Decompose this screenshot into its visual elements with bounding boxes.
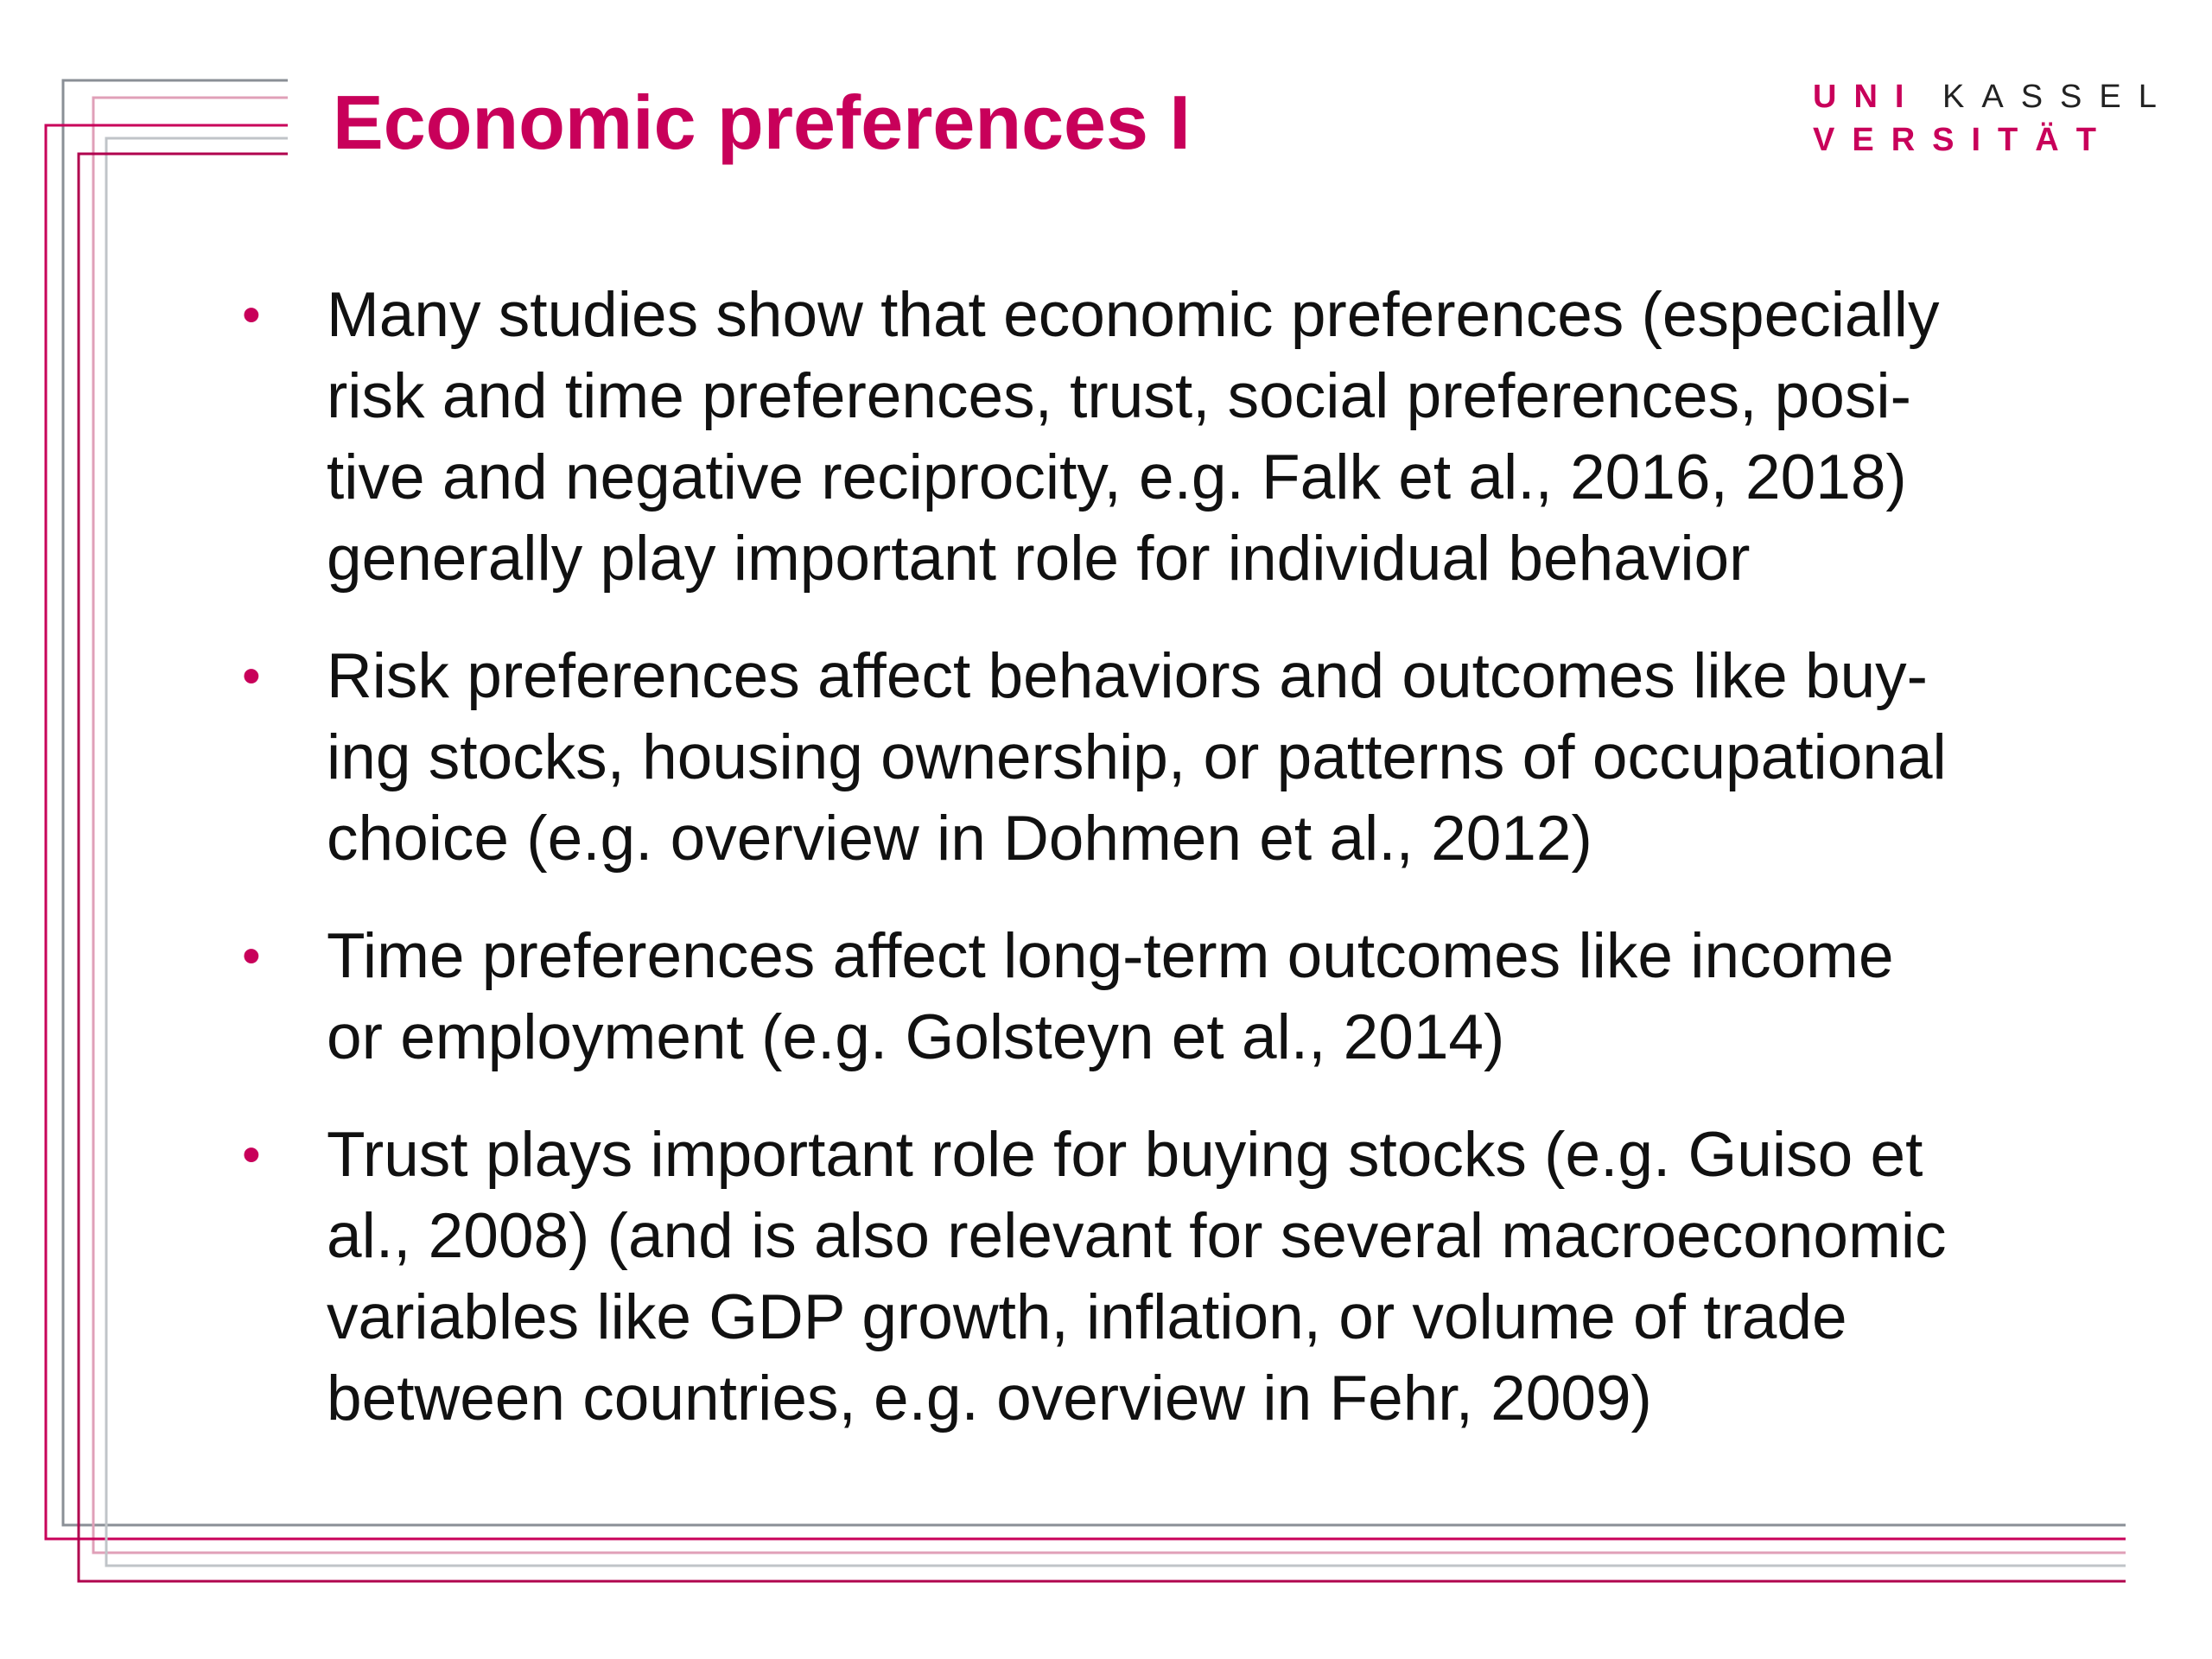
university-logo [1813,78,2174,158]
bullet-icon: • [242,926,261,986]
bullet-item [233,1115,2117,1440]
bullet-line: ing stocks, housing ownership, or patterns of occupational [327,722,1947,792]
bullet-icon: • [242,646,261,706]
bullet-line: Time preferences affect long-term outcomes like income [327,921,1894,991]
bullet-item [233,636,2117,880]
bullet-line: choice (e.g. overview in Dohmen et al., 2012) [327,804,1592,874]
bullet-list [233,275,2117,1476]
bullet-line: Trust plays important role for buying stocks (e.g. Guiso et [327,1120,1923,1190]
bullet-line: Risk preferences affect behaviors and outcomes like buy- [327,641,1928,711]
bullet-item [233,916,2117,1078]
logo-versitaet: VERSITÄT [1813,122,2113,158]
bullet-line: variables like GDP growth, inflation, or volume of trade [327,1282,1847,1352]
bullet-line: risk and time preferences, trust, social preferences, posi- [327,361,1911,431]
bullet-line: Many studies show that economic preferences (especially [327,280,1940,350]
bullet-item [233,275,2117,600]
bullet-icon: • [242,285,261,345]
bullet-icon: • [242,1125,261,1185]
bullet-line: generally play important role for individual behavior [327,524,1751,594]
logo-kassel: KASSEL [1942,79,2174,115]
bullet-line: or employment (e.g. Golsteyn et al., 2014) [327,1002,1505,1072]
bullet-line: al., 2008) (and is also relevant for several macroeconomic [327,1201,1947,1271]
logo-uni: UNI [1813,79,1922,115]
bullet-line: tive and negative reciprocity, e.g. Falk et al., 2016, 2018) [327,442,1907,512]
slide-title: Economic preferences I [333,79,1191,165]
bullet-line: between countries, e.g. overview in Fehr, 2009) [327,1363,1652,1433]
